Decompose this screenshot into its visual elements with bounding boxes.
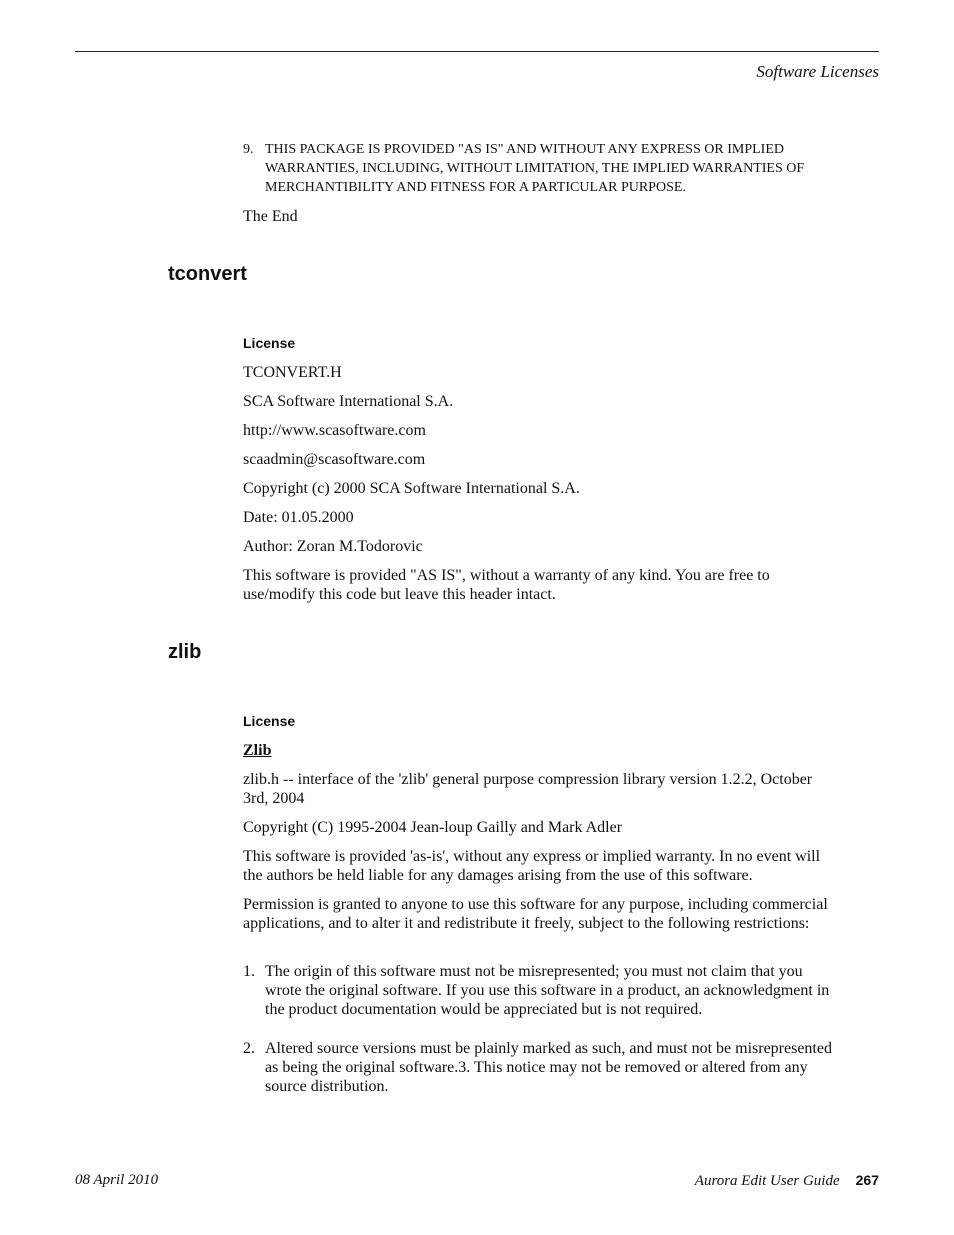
tconvert-license-heading: License	[243, 335, 296, 351]
section-heading-tconvert: tconvert	[168, 263, 247, 285]
tconvert-line: Date: 01.05.2000	[243, 509, 354, 526]
list-item-9	[243, 140, 833, 197]
zlib-license-heading: License	[243, 713, 296, 729]
running-head: Software Licenses	[756, 62, 879, 81]
list-text: THIS PACKAGE IS PROVIDED "AS IS" AND WITHOUT ANY EXPRESS OR IMPLIED WARRANTIES, INCLUDING, WITHOUT LIMITATION, THE IMPLIED WARRANTIES OF MERCHANTIBILITY AND FITNESS FOR A PARTICULAR PURPOSE.	[265, 142, 805, 195]
header-rule	[75, 51, 879, 52]
tconvert-line: scaadmin@scasoftware.com	[243, 451, 426, 468]
zlib-paragraph: Permission is granted to anyone to use this software for any purpose, including commercial applications, and to alter it and redistribute it freely, subject to the following restrictions:	[243, 896, 828, 932]
zlib-paragraph: Copyright (C) 1995-2004 Jean-loup Gailly and Mark Adler	[243, 819, 623, 836]
zlib-title: Zlib	[243, 742, 272, 759]
the-end: The End	[243, 208, 298, 225]
zlib-paragraph: This software is provided 'as-is', without any express or implied warranty. In no event will the authors be held liable for any damages arising from the use of this software.	[243, 848, 821, 884]
tconvert-line: http://www.scasoftware.com	[243, 422, 426, 439]
footer-right	[695, 1172, 879, 1190]
list-item	[243, 962, 833, 1019]
tconvert-line: Author: Zoran M.Todorovic	[243, 538, 423, 555]
zlib-paragraph: zlib.h -- interface of the 'zlib' general purpose compression library version 1.2.2, October 3rd, 2004	[243, 771, 813, 807]
footer-date: 08 April 2010	[75, 1172, 159, 1188]
list-number: 9.	[243, 142, 254, 157]
footer-guide-title: Aurora Edit User Guide	[694, 1173, 840, 1189]
tconvert-line: TCONVERT.H	[243, 364, 342, 381]
tconvert-line: SCA Software International S.A.	[243, 393, 454, 410]
tconvert-warranty: This software is provided "AS IS", without a warranty of any kind. You are free to use/modify this code but leave this header intact.	[243, 567, 770, 603]
tconvert-line: Copyright (c) 2000 SCA Software International S.A.	[243, 480, 580, 497]
list-number: 1.	[243, 963, 255, 980]
page-number: 267	[855, 1172, 879, 1188]
list-number: 2.	[243, 1040, 255, 1057]
list-text: Altered source versions must be plainly marked as such, and must not be misrepresented as being the original software.3. This notice may not be removed or altered from any source distribution.	[265, 1040, 832, 1095]
list-text: The origin of this software must not be misrepresented; you must not claim that you wrote the original software. If you use this software in a product, an acknowledgment in the product documentation would be appreciated but is not required.	[265, 963, 830, 1018]
section-heading-zlib: zlib	[168, 641, 202, 663]
list-item	[243, 1039, 833, 1096]
